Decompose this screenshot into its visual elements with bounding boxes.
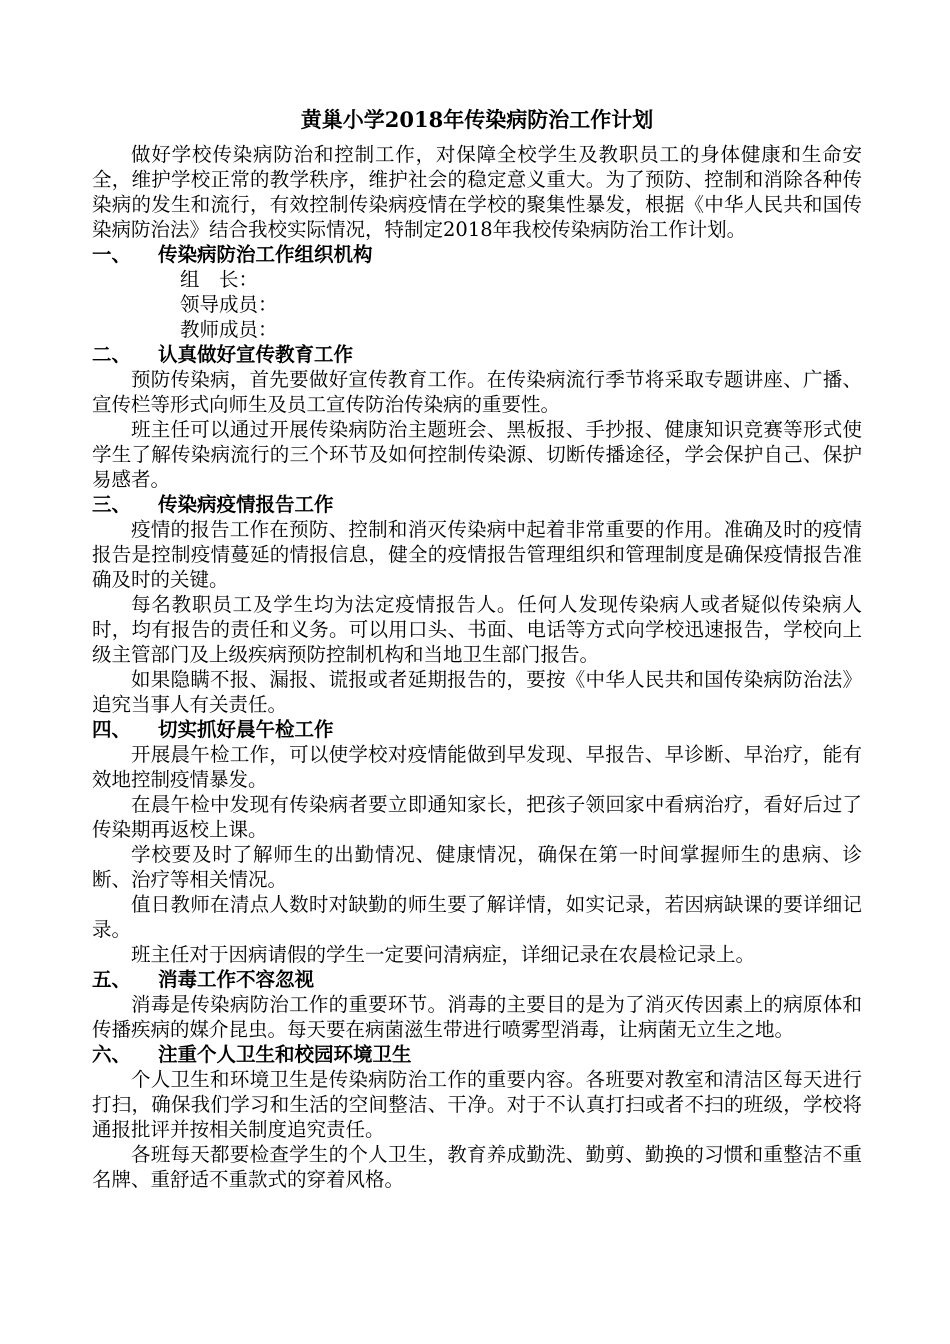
paragraph: 消毒是传染病防治工作的重要环节。消毒的主要目的是为了消灭传因素上的病原体和传播疾病的媒介昆虫。每天要在病菌滋生带进行喷雾型消毒，让病菌无立生之地。 <box>92 993 862 1041</box>
paragraph: 在晨午检中发现有传染病者要立即通知家长，把孩子领回家中看病治疗，看好后过了传染期再返校上课。 <box>92 793 862 841</box>
paragraph: 班主任可以通过开展传染病防治主题班会、黑板报、手抄报、健康知识竞赛等形式使学生了解传染病流行的三个环节及如何控制传染源、切断传播途径，学会保护自己、保护易感者。 <box>92 418 862 491</box>
section-title: 消毒工作不容忽视 <box>158 968 315 991</box>
member-line-teachers: 教师成员： <box>180 318 278 341</box>
paragraph: 个人卫生和环境卫生是传染病防治工作的重要内容。各班要对教室和清洁区每天进行打扫，确保我们学习和生活的空间整洁、干净。对于不认真打扫或者不扫的班级，学校将通报批评并按相关制度追究责任。 <box>92 1068 862 1141</box>
section-heading-3 <box>92 492 862 517</box>
paragraph: 预防传染病，首先要做好宣传教育工作。在传染病流行季节将采取专题讲座、广播、宣传栏等形式向师生及员工宣传防治传染病的重要性。 <box>92 368 862 416</box>
section-number: 五、 <box>92 968 132 991</box>
paragraph: 值日教师在清点人数时对缺勤的师生要了解详情，如实记录，若因病缺课的要详细记录。 <box>92 893 862 941</box>
paragraph: 每名教职员工及学生均为法定疫情报告人。任何人发现传染病人或者疑似传染病人时，均有报告的责任和义务。可以用口头、书面、电话等方式向学校迅速报告，学校向上级主管部门及上级疾病预防控制机构和当地卫生部门报告。 <box>92 593 862 666</box>
paragraph: 开展晨午检工作，可以使学校对疫情能做到早发现、早报告、早诊断、早治疗，能有效地控制疫情暴发。 <box>92 743 862 791</box>
section-number: 三、 <box>92 493 132 516</box>
paragraph: 班主任对于因病请假的学生一定要问清病症，详细记录在农晨检记录上。 <box>131 943 756 966</box>
member-line-leader: 组 长： <box>180 268 259 291</box>
section-heading-2 <box>92 342 862 367</box>
paragraph: 如果隐瞒不报、漏报、谎报或者延期报告的，要按《中华人民共和国传染病防治法》追究当事人有关责任。 <box>92 668 862 716</box>
paragraph: 学校要及时了解师生的出勤情况、健康情况，确保在第一时间掌握师生的患病、诊断、治疗等相关情况。 <box>92 843 862 891</box>
document-body <box>92 106 862 1192</box>
section-heading-5 <box>92 967 862 992</box>
section-title: 认真做好宣传教育工作 <box>158 343 354 366</box>
section-number: 一、 <box>92 243 132 266</box>
paragraph: 疫情的报告工作在预防、控制和消灭传染病中起着非常重要的作用。准确及时的疫情报告是控制疫情蔓延的情报信息，健全的疫情报告管理组织和管理制度是确保疫情报告准确及时的关键。 <box>92 518 862 591</box>
section-heading-6 <box>92 1042 862 1067</box>
section-heading-1 <box>92 242 862 267</box>
section-title: 切实抓好晨午检工作 <box>158 718 334 741</box>
paragraph: 各班每天都要检查学生的个人卫生，教育养成勤洗、勤剪、勤换的习惯和重整洁不重名牌、重舒适不重款式的穿着风格。 <box>92 1143 862 1191</box>
section-heading-4 <box>92 717 862 742</box>
document-title: 黄巢小学2018年传染病防治工作计划 <box>300 107 654 132</box>
intro-paragraph: 做好学校传染病防治和控制工作，对保障全校学生及教职员工的身体健康和生命安全，维护学校正常的教学秩序，维护社会的稳定意义重大。为了预防、控制和消除各种传染病的发生和流行，有效控制传染病疫情在学校的聚集性暴发，根据《中华人民共和国传染病防治法》结合我校实际情况，特制定2018年我校传染病防治工作计划。 <box>92 143 862 241</box>
member-line-leadership: 领导成员： <box>180 293 278 316</box>
section-number: 六、 <box>92 1043 132 1066</box>
section-number: 四、 <box>92 718 132 741</box>
section-title: 注重个人卫生和校园环境卫生 <box>158 1043 412 1066</box>
section-title: 传染病疫情报告工作 <box>158 493 334 516</box>
section-number: 二、 <box>92 343 132 366</box>
section-title: 传染病防治工作组织机构 <box>158 243 373 266</box>
